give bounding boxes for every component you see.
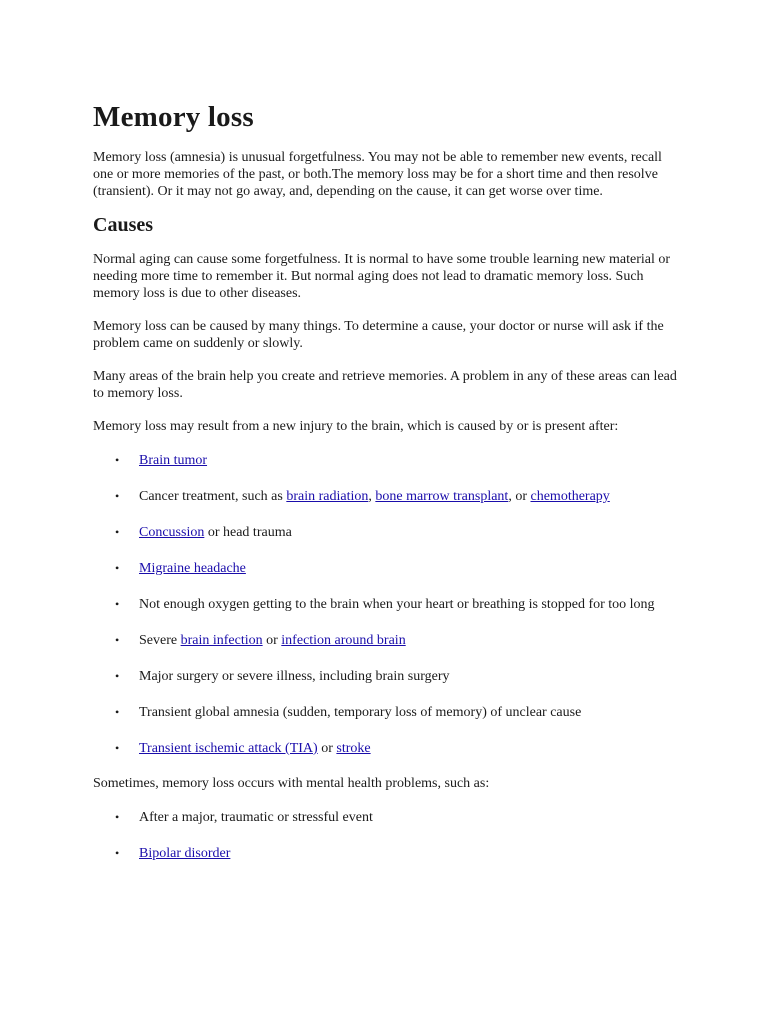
list-item: [93, 844, 683, 863]
causes-heading: Causes: [93, 213, 154, 236]
mental-health-list: [93, 808, 683, 863]
migraine-headache-link[interactable]: Migraine headache: [139, 560, 246, 576]
list-item: [93, 559, 683, 578]
injury-causes-list: [93, 451, 683, 758]
brain-radiation-link[interactable]: brain radiation: [286, 488, 369, 504]
intro-paragraph: Memory loss (amnesia) is unusual forgetfulness. You may not be able to remember new events, recall one or more memories of the past, or both.The memory loss may be for a short time and then resolve (transient). Or it may not go away, and, depending on the cause, it can get worse over time.: [93, 149, 662, 199]
chemotherapy-link[interactable]: chemotherapy: [530, 488, 610, 504]
list-item-text: After a major, traumatic or stressful event: [139, 809, 373, 825]
list-item: [93, 739, 683, 758]
bullet-icon: •: [115, 488, 120, 503]
causes-paragraph-3: Many areas of the brain help you create and retrieve memories. A problem in any of these areas can lead to memory loss.: [93, 368, 677, 401]
list-item-text: Severe: [139, 632, 181, 648]
list-item-text: Major surgery or severe illness, including brain surgery: [139, 668, 450, 684]
list-item: [93, 631, 683, 650]
infection-around-brain-link[interactable]: infection around brain: [281, 632, 406, 648]
list-item-text: or head trauma: [204, 524, 292, 540]
bullet-icon: •: [115, 560, 120, 575]
document-page: [93, 100, 683, 880]
brain-tumor-link[interactable]: Brain tumor: [139, 452, 208, 468]
bullet-icon: •: [115, 668, 120, 683]
page-title: Memory loss: [93, 101, 254, 133]
list-item-text: or: [317, 740, 337, 756]
bullet-icon: •: [115, 704, 120, 719]
tia-link[interactable]: Transient ischemic attack (TIA): [139, 740, 318, 756]
list-item: [93, 595, 683, 614]
list-item: [93, 523, 683, 542]
bullet-icon: •: [115, 845, 120, 860]
list-item-text: Transient global amnesia (sudden, temporary loss of memory) of unclear cause: [139, 704, 582, 720]
list-item-text: Cancer treatment, such as: [139, 488, 287, 504]
list-item-text: or: [262, 632, 282, 648]
causes-paragraph-4: Memory loss may result from a new injury to the brain, which is caused by or is present after:: [93, 418, 619, 434]
list-item-text: Not enough oxygen getting to the brain when your heart or breathing is stopped for too long: [139, 596, 655, 612]
brain-infection-link[interactable]: brain infection: [180, 632, 263, 648]
list-item: [93, 487, 683, 506]
list-item-text: , or: [508, 488, 531, 504]
mental-health-paragraph: Sometimes, memory loss occurs with mental health problems, such as:: [93, 775, 490, 791]
list-item: [93, 808, 683, 827]
bone-marrow-transplant-link[interactable]: bone marrow transplant: [375, 488, 509, 504]
bullet-icon: •: [115, 632, 120, 647]
list-item: [93, 703, 683, 722]
list-item: [93, 667, 683, 686]
stroke-link[interactable]: stroke: [336, 740, 371, 756]
concussion-link[interactable]: Concussion: [139, 524, 205, 540]
list-item-text: ,: [368, 488, 376, 504]
causes-paragraph-2: Memory loss can be caused by many things. To determine a cause, your doctor or nurse will ask if the problem came on suddenly or slowly.: [93, 318, 664, 351]
bullet-icon: •: [115, 740, 120, 755]
bipolar-disorder-link[interactable]: Bipolar disorder: [139, 845, 231, 861]
bullet-icon: •: [115, 452, 120, 467]
list-item: [93, 451, 683, 470]
bullet-icon: •: [115, 524, 120, 539]
causes-paragraph-1: Normal aging can cause some forgetfulness. It is normal to have some trouble learning new material or needing more time to remember it. But normal aging does not lead to dramatic memory loss. Such memory loss is due to other diseases.: [93, 251, 671, 301]
bullet-icon: •: [115, 596, 120, 611]
bullet-icon: •: [115, 809, 120, 824]
